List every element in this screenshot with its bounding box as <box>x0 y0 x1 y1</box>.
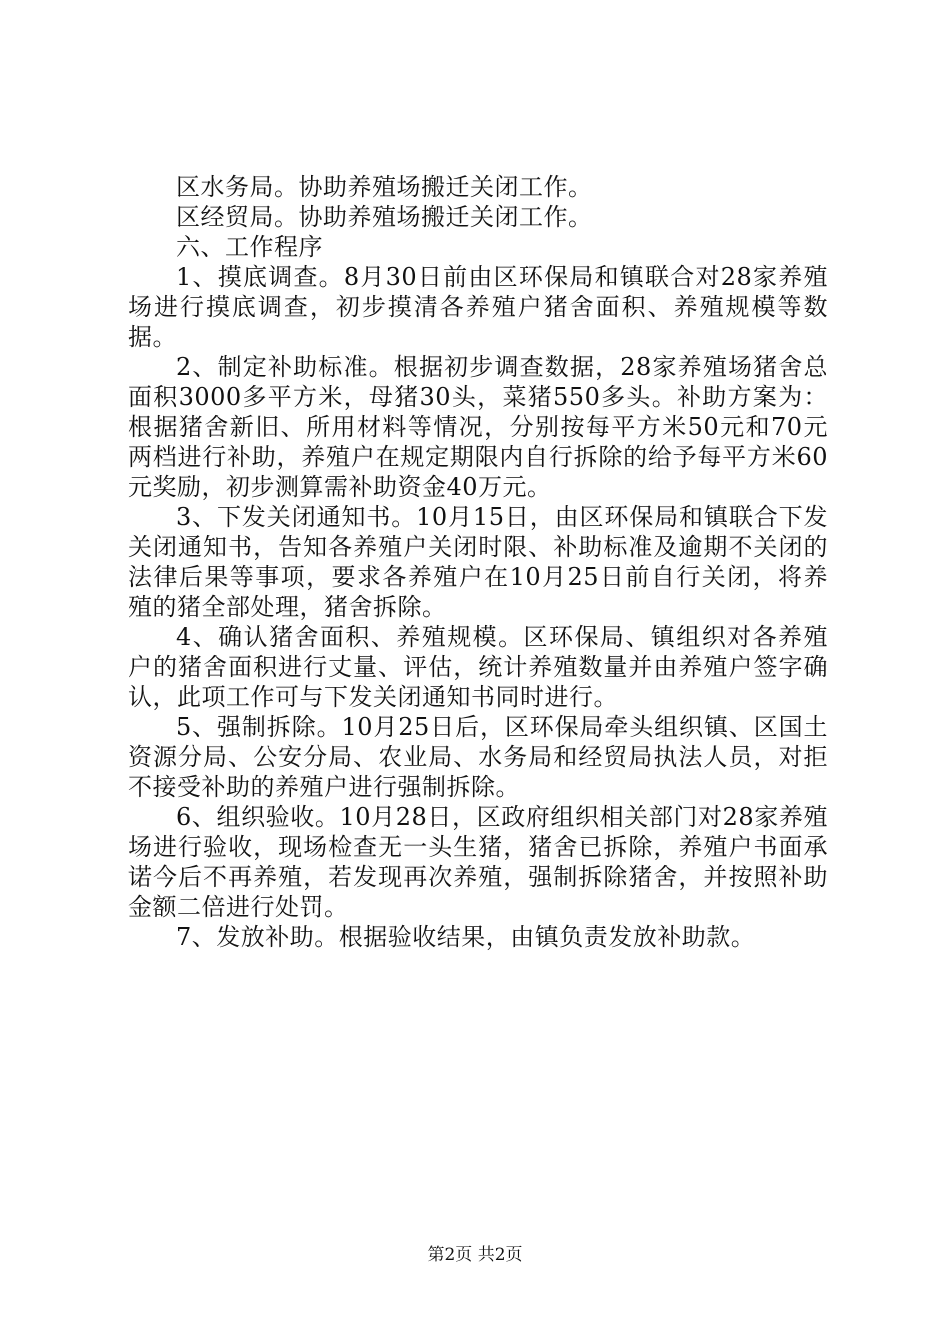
section-heading-work-procedure: 六、工作程序 <box>176 233 323 261</box>
paragraph-step-7-subsidy-payment: 7、发放补助。根据验收结果，由镇负责发放补助款。 <box>176 923 756 951</box>
paragraph-step-6-acceptance: 6、组织验收。10月28日，区政府组织相关部门对28家养殖场进行验收，现场检查无一头生猪，猪舍已拆除，养殖户书面承诺今后不再养殖，若发现再次养殖，强制拆除猪舍，并按照补助金额二倍进行处罚。 <box>128 803 828 921</box>
paragraph-step-3-closure-notice: 3、下发关闭通知书。10月15日，由区环保局和镇联合下发关闭通知书，告知各养殖户关闭时限、补助标准及逾期不关闭的法律后果等事项，要求各养殖户在10月25日前自行关闭，将养殖的猪全部处理，猪舍拆除。 <box>128 503 828 621</box>
page-number: 第2页 共2页 <box>427 1245 523 1265</box>
paragraph-water-bureau: 区水务局。协助养殖场搬迁关闭工作。 <box>176 173 593 201</box>
paragraph-trade-bureau: 区经贸局。协助养殖场搬迁关闭工作。 <box>176 203 593 231</box>
paragraph-step-4-confirm-area: 4、确认猪舍面积、养殖规模。区环保局、镇组织对各养殖户的猪舍面积进行丈量、评估，统计养殖数量并由养殖户签字确认，此项工作可与下发关闭通知书同时进行。 <box>128 623 828 711</box>
paragraph-step-1-survey: 1、摸底调查。8月30日前由区环保局和镇联合对28家养殖场进行摸底调查，初步摸清各养殖户猪舍面积、养殖规模等数据。 <box>128 263 828 351</box>
paragraph-step-2-subsidy-standard: 2、制定补助标准。根据初步调查数据，28家养殖场猪舍总面积3000多平方米，母猪30头，菜猪550多头。补助方案为：根据猪舍新旧、所用材料等情况，分别按每平方米50元和70元两档进行补助，养殖户在规定期限内自行拆除的给予每平方米60元奖励，初步测算需补助资金40万元。 <box>128 353 828 501</box>
document-body <box>128 172 828 952</box>
paragraph-step-5-forced-demolition: 5、强制拆除。10月25日后，区环保局牵头组织镇、区国土资源分局、公安分局、农业局、水务局和经贸局执法人员，对拒不接受补助的养殖户进行强制拆除。 <box>128 713 828 801</box>
